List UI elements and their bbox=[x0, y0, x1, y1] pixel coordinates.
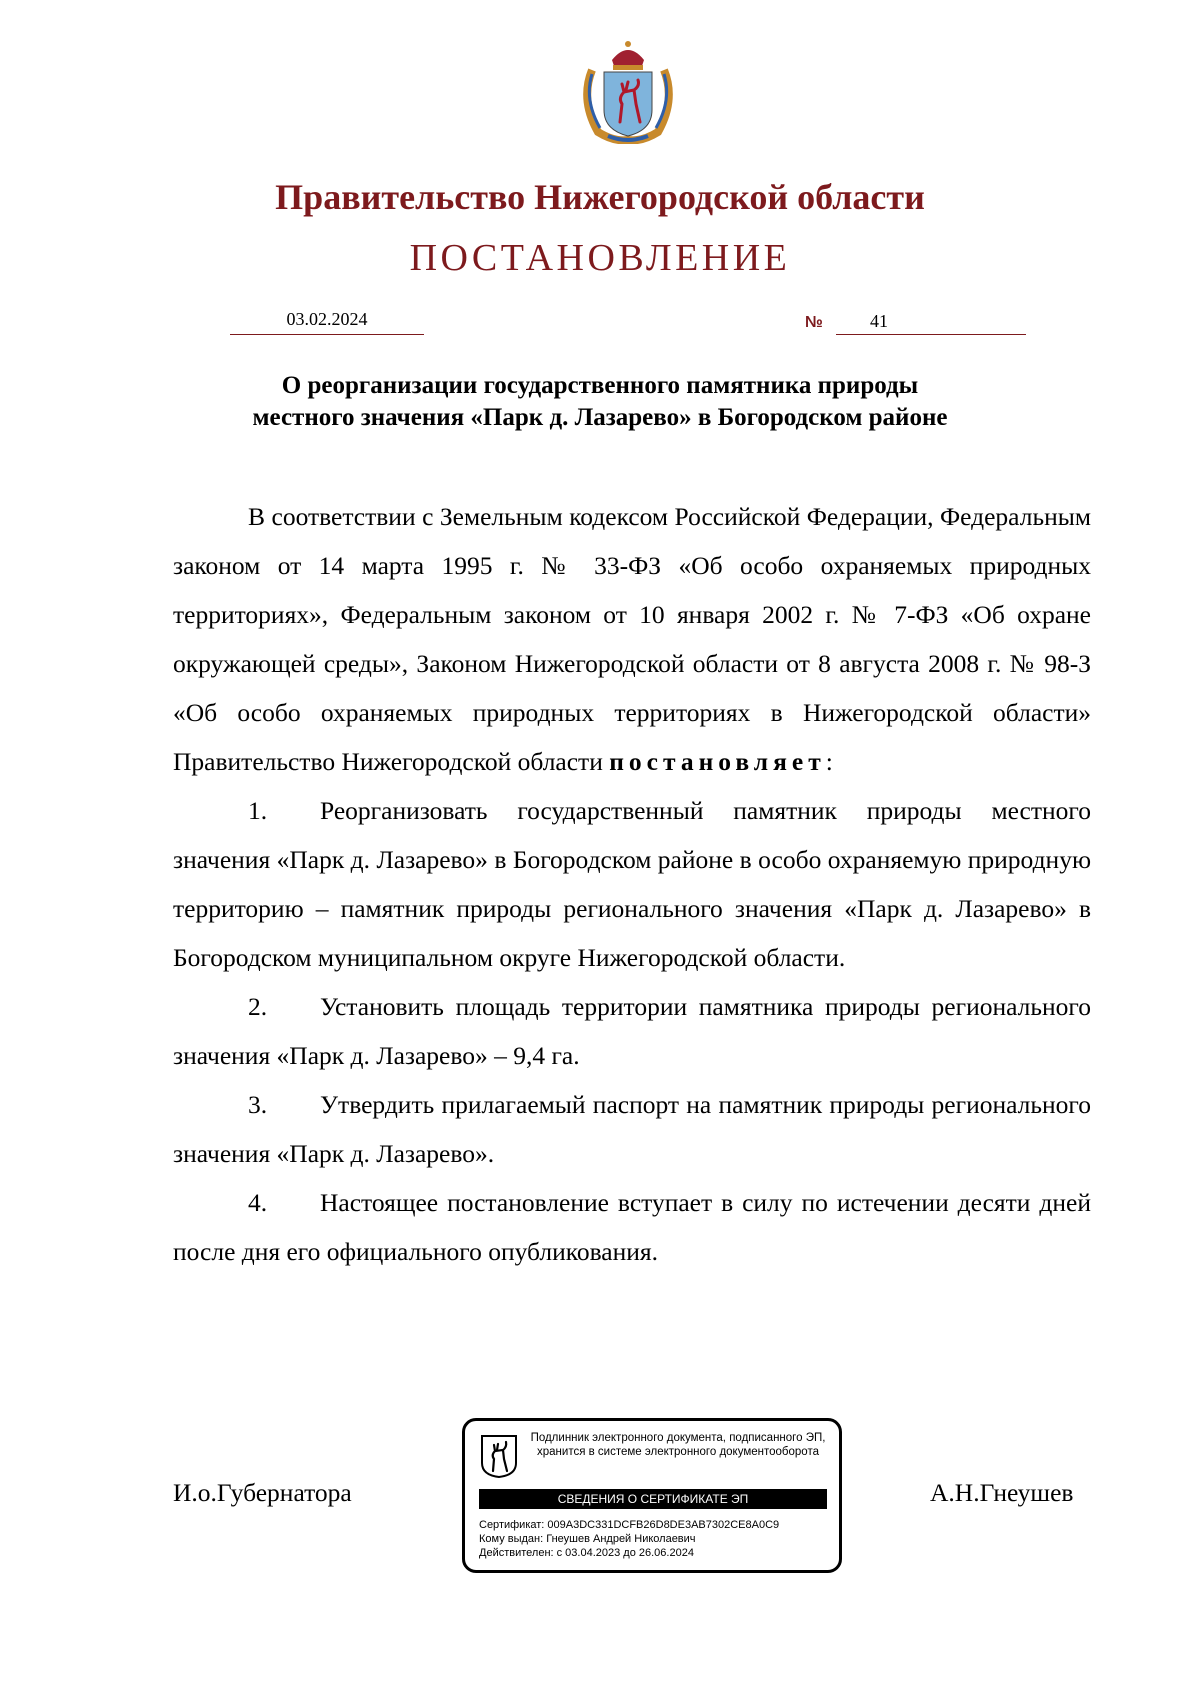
electronic-signature-stamp bbox=[462, 1418, 842, 1573]
preamble-text: В соответствии с Земельным кодексом Российской Федерации, Федеральным законом от 14 марта 1995 г. № 33-ФЗ «Об особо охраняемых природных территориях», Федеральным законом от 10 января 2002 г. № 7-ФЗ «Об охране окружающей среды», Законом Нижегородской области от 8 августа 2008 г. № 98-З «Об особо охраняемых природных территориях в Нижегородской области» Правительство Нижегородской области bbox=[173, 502, 1091, 776]
item-text: Реорганизовать государственный памятник природы местного значения «Парк д. Лазарево» в Богородском районе в особо охраняемую природную территорию – памятник природы регионального значения «Парк д. Лазарево» в Богородском муниципальном округе Нижегородской области. bbox=[173, 796, 1091, 972]
item-number: 2. bbox=[248, 992, 268, 1021]
preamble bbox=[173, 492, 1091, 786]
item-text: Утвердить прилагаемый паспорт на памятник природы регионального значения «Парк д. Лазарево». bbox=[173, 1090, 1091, 1168]
list-item bbox=[173, 1178, 1091, 1276]
number-sign: № bbox=[805, 314, 823, 331]
signatory-position: И.о.Губернатора bbox=[173, 1478, 352, 1507]
item-text: Установить площадь территории памятника природы регионального значения «Парк д. Лазарево» – 9,4 га. bbox=[173, 992, 1091, 1070]
document-number: 41 bbox=[870, 311, 888, 331]
item-number: 1. bbox=[248, 796, 268, 825]
coat-of-arms-icon bbox=[578, 40, 678, 144]
subject-line-2: местного значения «Парк д. Лазарево» в Богородском районе bbox=[252, 404, 948, 431]
stamp-certificate: Сертификат: 009A3DC331DCFB26D8DE3AB7302CE8A0C9 bbox=[479, 1519, 780, 1531]
stamp-certificate-bar: СВЕДЕНИЯ О СЕРТИФИКАТЕ ЭП bbox=[479, 1489, 827, 1509]
stamp-header: Подлинник электронного документа, подписанного ЭП, хранится в системе электронного документооборота bbox=[530, 1432, 826, 1458]
government-title: Правительство Нижегородской области bbox=[275, 177, 925, 217]
subject-line-1: О реорганизации государственного памятника природы bbox=[281, 372, 919, 399]
list-item bbox=[173, 786, 1091, 982]
list-item bbox=[173, 1080, 1091, 1178]
deer-shield-icon bbox=[479, 1433, 519, 1479]
item-text: Настоящее постановление вступает в силу по истечении десяти дней после дня его официального опубликования. bbox=[173, 1188, 1091, 1266]
list-item bbox=[173, 982, 1091, 1080]
stamp-issued-to: Кому выдан: Гнеушев Андрей Николаевич bbox=[479, 1533, 696, 1545]
signatory-name: А.Н.Гнеушев bbox=[930, 1478, 1074, 1507]
stamp-validity: Действителен: с 03.04.2023 до 26.06.2024 bbox=[479, 1547, 694, 1559]
preamble-colon: : bbox=[825, 747, 833, 776]
document-subject bbox=[150, 370, 1050, 434]
document-date: 03.02.2024 bbox=[230, 309, 424, 335]
document-type: ПОСТАНОВЛЕНИЕ bbox=[409, 237, 791, 279]
document-number-field bbox=[836, 309, 1026, 335]
preamble-verb: постановляет bbox=[609, 747, 826, 776]
item-number: 4. bbox=[248, 1188, 268, 1217]
document-body bbox=[173, 492, 1091, 1276]
item-number: 3. bbox=[248, 1090, 268, 1119]
